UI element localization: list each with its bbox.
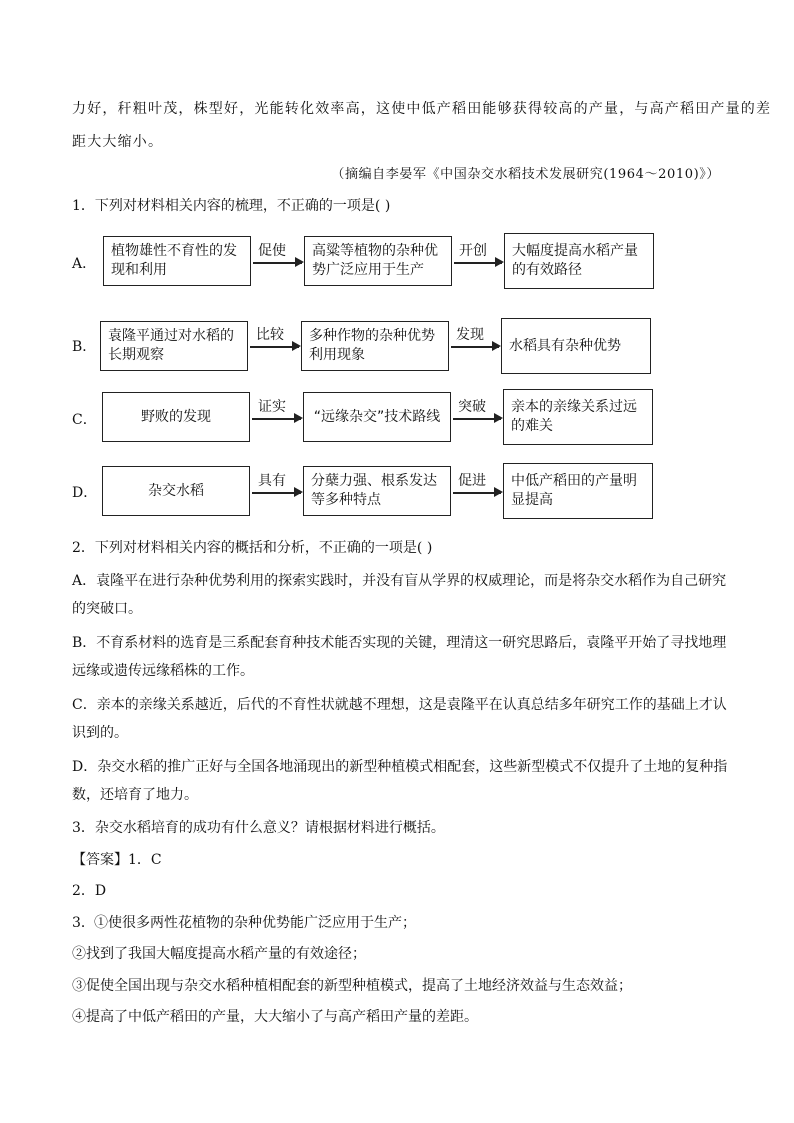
q1-b-arrow-1	[250, 346, 299, 348]
q1-a-box-1-text: 植物雄性不育性的发现和利用	[111, 243, 237, 278]
q1-a-arrow-2-label: 开创	[459, 243, 487, 259]
q3-stem: 3．杂交水稻培育的成功有什么意义？请根据材料进行概括。	[72, 820, 445, 836]
q1-b-arrow-2	[451, 346, 499, 348]
answer-point: ①使很多两性花植物的杂种优势能广泛应用于生产；	[94, 915, 416, 931]
q1-c-arrow-2-label: 突破	[458, 399, 486, 415]
q1-a-box-2-text: 高粱等植物的杂种优势广泛应用于生产	[312, 243, 438, 278]
q1-b-box-2-text: 多种作物的杂种优势利用现象	[309, 328, 435, 363]
answer-label: 【答案】	[72, 852, 128, 868]
q1-option-d-letter: D．	[72, 485, 98, 501]
q1-b-box-1-text: 袁隆平通过对水稻的长期观察	[108, 328, 234, 363]
q1-d-arrow-1-label: 具有	[258, 473, 286, 489]
q1-c-box-2	[303, 392, 451, 442]
q1-d-box-2-text: 分蘖力强、根系发达等多种特点	[311, 473, 437, 508]
q1-d-box-2	[303, 466, 451, 516]
q1-a-box-3-text: 大幅度提高水稻产量的有效路径	[512, 243, 638, 278]
answer-3-head: 3．	[72, 915, 95, 931]
q1-stem: 1．下列对材料相关内容的梳理，不正确的一项是( )	[72, 198, 391, 214]
q2-line: C．亲本的亲缘关系越近，后代的不育性状就越不理想，这是袁隆平在认真总结多年研究工作的基础上才认	[72, 697, 727, 713]
q1-d-box-1	[102, 466, 250, 516]
q1-b-box-3	[501, 318, 651, 374]
answer-point: ②找到了我国大幅度提高水稻产量的有效途径；	[72, 946, 366, 962]
q1-c-box-3-text: 亲本的亲缘关系过远的难关	[511, 399, 637, 434]
q1-d-arrow-2-label: 促进	[458, 473, 486, 489]
answer-point: ③促使全国出现与杂交水稻种植相配套的新型种植模式，提高了土地经济效益与生态效益；	[72, 978, 632, 994]
answer-point: ④提高了中低产稻田的产量，大大缩小了与高产稻田产量的差距。	[72, 1009, 478, 1025]
q2-line: D．杂交水稻的推广正好与全国各地涌现出的新型种植模式相配套，这些新型模式不仅提升了土地的复种指	[72, 759, 728, 775]
q1-b-box-1	[100, 321, 248, 371]
q1-a-box-2	[304, 236, 452, 286]
answer-3-line	[72, 913, 416, 934]
q1-b-box-3-text: 水稻具有杂种优势	[509, 337, 621, 354]
intro-line-1: 力好，秆粗叶茂，株型好，光能转化效率高，这使中低产稻田能够获得较高的产量，与高产稻田产量的差	[72, 101, 772, 117]
q1-option-a-letter: A．	[72, 256, 97, 272]
q1-d-box-1-text: 杂交水稻	[148, 482, 204, 499]
q1-c-box-2-text: “远缘杂交”技术路线	[313, 408, 441, 425]
q2-line: B．不育系材料的选育是三系配套育种技术能否实现的关键，理清这一研究思路后，袁隆平开始了寻找地理	[72, 635, 727, 651]
q2-line: 识到的。	[72, 725, 128, 741]
q1-c-arrow-2	[453, 418, 501, 420]
q2-line: 数，还培育了地力。	[72, 787, 198, 803]
source-citation: （摘编自李晏军《中国杂交水稻技术发展研究(1964～2010)》）	[331, 167, 720, 182]
q1-option-b-letter: B．	[72, 339, 97, 355]
q1-a-box-3	[504, 233, 654, 289]
q2-line: 的突破口。	[72, 601, 142, 617]
q1-d-arrow-2	[453, 492, 501, 494]
answer-2: 2．D	[72, 883, 107, 899]
q1-a-arrow-1	[253, 262, 302, 264]
q1-d-box-3-text: 中低产稻田的产量明显提高	[511, 473, 637, 508]
q1-c-arrow-1	[252, 418, 301, 420]
q2-line: A．袁隆平在进行杂种优势利用的探索实践时，并没有盲从学界的权威理论，而是将杂交水稻作为自己研究	[72, 573, 727, 589]
q1-option-c-letter: C．	[72, 412, 97, 428]
q1-a-arrow-2	[454, 262, 502, 264]
q1-b-box-2	[301, 321, 449, 371]
answer-1: 1．C	[128, 852, 162, 868]
q2-stem: 2．下列对材料相关内容的概括和分析，不正确的一项是( )	[72, 540, 433, 556]
q1-c-box-1	[102, 392, 250, 442]
q1-a-box-1	[103, 236, 251, 286]
q1-c-box-1-text: 野败的发现	[141, 408, 211, 425]
answer-line-1	[72, 850, 162, 871]
q1-d-box-3	[503, 463, 653, 519]
q1-d-arrow-1	[252, 492, 301, 494]
q2-line: 远缘或遗传远缘稻株的工作。	[72, 663, 254, 679]
q1-b-arrow-1-label: 比较	[256, 327, 284, 343]
intro-line-2: 距大大缩小。	[72, 134, 164, 150]
q1-a-arrow-1-label: 促使	[258, 243, 286, 259]
q1-c-box-3	[503, 389, 653, 445]
q1-c-arrow-1-label: 证实	[258, 399, 286, 415]
q1-b-arrow-2-label: 发现	[456, 327, 484, 343]
